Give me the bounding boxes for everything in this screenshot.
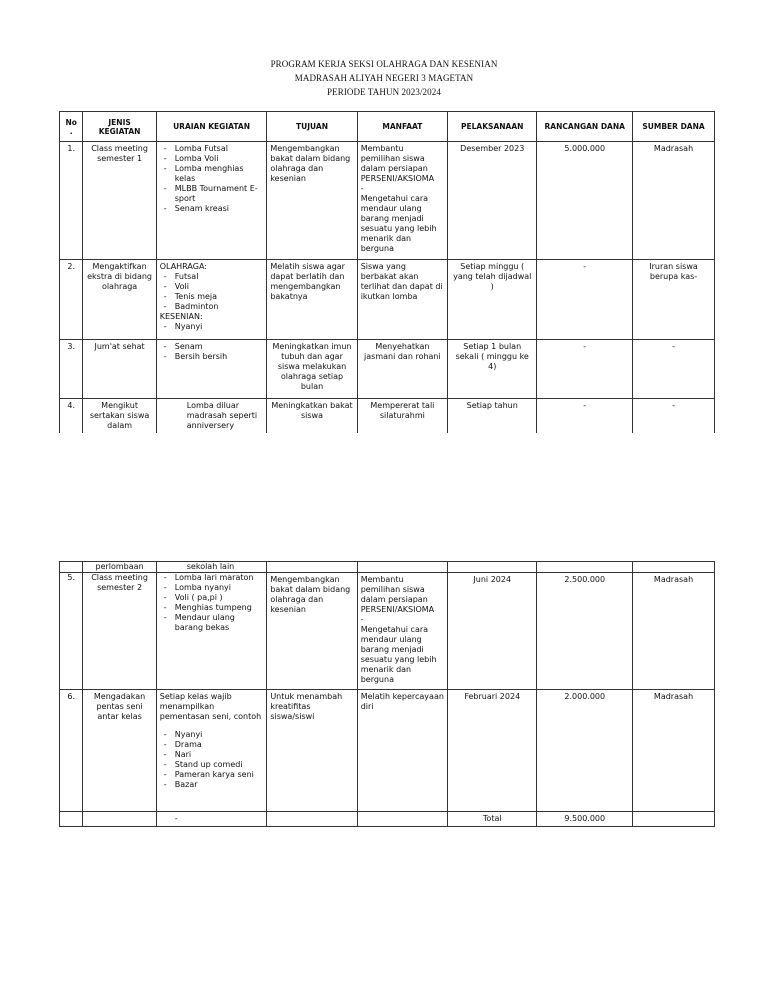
list-item: - Badminton [160, 302, 264, 312]
list-item: - Bersih bersih [160, 352, 264, 362]
program-table-page-1 [59, 111, 715, 433]
row-pelaksanaan: Desember 2023 [448, 142, 537, 260]
list-item: - Lomba Voli [160, 154, 264, 164]
manfaat-separator: - [360, 615, 364, 624]
row-pelaksanaan: Setiap tahun [448, 399, 537, 434]
row-sumber [633, 812, 715, 827]
row-rancangan: - [537, 399, 633, 434]
document-title-line-2: MADRASAH ALIYAH NEGERI 3 MAGETAN [294, 73, 474, 83]
row-no: 1. [60, 142, 83, 260]
row-rancangan: 2.000.000 [537, 690, 633, 812]
row-uraian [156, 573, 267, 690]
manfaat-text-1: Membantu pemilihan siswa dalam persiapan PERSENI/AKSIOMA [360, 575, 435, 614]
row-manfaat [357, 142, 447, 260]
list-item: - Bazar [160, 780, 264, 790]
row-jenis [83, 812, 156, 827]
row-sumber: - [633, 399, 715, 434]
row-rancangan [537, 562, 633, 573]
row-jenis: Jum'at sehat [83, 340, 156, 399]
list-item: - Voli [160, 282, 264, 292]
list-item: - Pameran karya seni [160, 770, 264, 780]
list-item: - Stand up comedi [160, 760, 264, 770]
list-item: - Futsal [160, 272, 264, 282]
list-item: - Nyanyi [160, 322, 264, 332]
table-row [60, 399, 715, 434]
total-value: 9.500.000 [537, 812, 633, 827]
header-rancangan-dana: RANCANGAN DANA [537, 112, 633, 142]
table-row [60, 690, 715, 812]
row-manfaat [357, 812, 447, 827]
row-no: 4. [60, 399, 83, 434]
total-row [60, 812, 715, 827]
list-item: - Senam kreasi [160, 204, 264, 214]
list-item: - Tenis meja [160, 292, 264, 302]
table-row [60, 340, 715, 399]
header-sumber-dana: SUMBER DANA [633, 112, 715, 142]
continuation-row [60, 562, 715, 573]
row-jenis: Mengaktifkan ekstra di bidang olahraga [83, 260, 156, 340]
list-item: - Lomba nyanyi [160, 583, 264, 593]
row-tujuan: Melatih siswa agar dapat berlatih dan mengembangkan bakatnya [267, 260, 357, 340]
row-no [60, 812, 83, 827]
row-sumber [633, 562, 715, 573]
list-item: - Lomba Futsal [160, 144, 264, 154]
row-manfaat: Siswa yang berbakat akan terlihat dan dapat di ikutkan lomba [357, 260, 447, 340]
row-manfaat: Menyehatkan jasmani dan rohani [357, 340, 447, 399]
row-rancangan: - [537, 340, 633, 399]
row-sumber: Iruran siswa berupa kas- [633, 260, 715, 340]
row-manfaat [357, 562, 447, 573]
row-manfaat: Melatih kepercayaan diri [357, 690, 447, 812]
row-manfaat [357, 573, 447, 690]
row-uraian [156, 340, 267, 399]
row-tujuan: Untuk menambah kreatifitas siswa/siswi [267, 690, 357, 812]
row-uraian: sekolah lain [156, 562, 267, 573]
row-sumber: - [633, 340, 715, 399]
row-rancangan: 2.500.000 [537, 573, 633, 690]
list-item: - Senam [160, 342, 264, 352]
row-uraian [156, 812, 267, 827]
header-pelaksanaan: PELAKSANAAN [448, 112, 537, 142]
row-no: 5. [60, 573, 83, 690]
list-item: - Nyanyi [160, 730, 264, 740]
list-item: - Voli ( pa,pi ) [160, 593, 264, 603]
manfaat-text-2: Mengetahui cara mendaur ulang barang menjadi sesuatu yang lebih menarik dan berguna [360, 194, 437, 253]
manfaat-separator: - [360, 184, 364, 193]
table-header-row [60, 112, 715, 142]
row-tujuan [267, 812, 357, 827]
table-row [60, 573, 715, 690]
header-manfaat: MANFAAT [357, 112, 447, 142]
header-jenis-kegiatan: JENIS KEGIATAN [83, 112, 156, 142]
row-rancangan: 5.000.000 [537, 142, 633, 260]
row-jenis: perlombaan [83, 562, 156, 573]
list-item: - Mendaur ulang barang bekas [160, 613, 264, 633]
row-uraian [156, 260, 267, 340]
row-pelaksanaan: Juni 2024 [448, 573, 537, 690]
row-jenis: Mengadakan pentas seni antar kelas [83, 690, 156, 812]
row-no [60, 562, 83, 573]
uraian-label-olahraga: OLAHRAGA: [159, 262, 207, 271]
document-title-line-1: PROGRAM KERJA SEKSI OLAHRAGA DAN KESENIAN [270, 59, 498, 69]
total-label: Total [448, 812, 537, 827]
row-jenis: Mengikut sertakan siswa dalam [83, 399, 156, 434]
uraian-intro: Setiap kelas wajib menampilkan pementasan seni, contoh [159, 692, 262, 721]
uraian-label-kesenian: KESENIAN: [159, 312, 203, 321]
row-no: 2. [60, 260, 83, 340]
row-no: 6. [60, 690, 83, 812]
row-tujuan: Meningkatkan imun tubuh dan agar siswa melakukan olahraga setiap bulan [267, 340, 357, 399]
list-item: - Nari [160, 750, 264, 760]
manfaat-text-2: Mengetahui cara mendaur ulang barang menjadi sesuatu yang lebih menarik dan berguna [360, 625, 437, 684]
document-title-line-3: PERIODE TAHUN 2023/2024 [327, 87, 441, 97]
row-pelaksanaan: Setiap 1 bulan sekali ( minggu ke 4) [448, 340, 537, 399]
header-no: No . [60, 112, 83, 142]
row-pelaksanaan: Februari 2024 [448, 690, 537, 812]
row-tujuan: Mengembangkan bakat dalam bidang olahraga dan kesenian [267, 573, 357, 690]
list-item: - Lomba menghias kelas [160, 164, 264, 184]
row-uraian [156, 690, 267, 812]
total-dash: - [174, 814, 178, 823]
row-jenis: Class meeting semester 1 [83, 142, 156, 260]
list-item: - Lomba lari maraton [160, 573, 264, 583]
row-sumber: Madrasah [633, 142, 715, 260]
row-uraian [156, 142, 267, 260]
row-tujuan [267, 562, 357, 573]
row-tujuan: Mengembangkan bakat dalam bidang olahraga dan kesenian [267, 142, 357, 260]
row-tujuan: Meningkatkan bakat siswa [267, 399, 357, 434]
row-pelaksanaan [448, 562, 537, 573]
row-rancangan: - [537, 260, 633, 340]
list-item: - MLBB Tournament E-sport [160, 184, 264, 204]
manfaat-text-1: Membantu pemilihan siswa dalam persiapan PERSENI/AKSIOMA [360, 144, 435, 183]
table-row [60, 142, 715, 260]
row-sumber: Madrasah [633, 690, 715, 812]
row-sumber: Madrasah [633, 573, 715, 690]
row-manfaat: Mempererat tali silaturahmi [357, 399, 447, 434]
table-row [60, 260, 715, 340]
header-uraian-kegiatan: URAIAN KEGIATAN [156, 112, 267, 142]
row-pelaksanaan: Setiap minggu ( yang telah dijadwal ) [448, 260, 537, 340]
header-tujuan: TUJUAN [267, 112, 357, 142]
list-item: - Drama [160, 740, 264, 750]
row-jenis: Class meeting semester 2 [83, 573, 156, 690]
row-no: 3. [60, 340, 83, 399]
row-uraian: Lomba diluar madrasah seperti anniversery [156, 399, 267, 434]
program-table-page-2 [59, 561, 715, 827]
list-item: - Menghias tumpeng [160, 603, 264, 613]
